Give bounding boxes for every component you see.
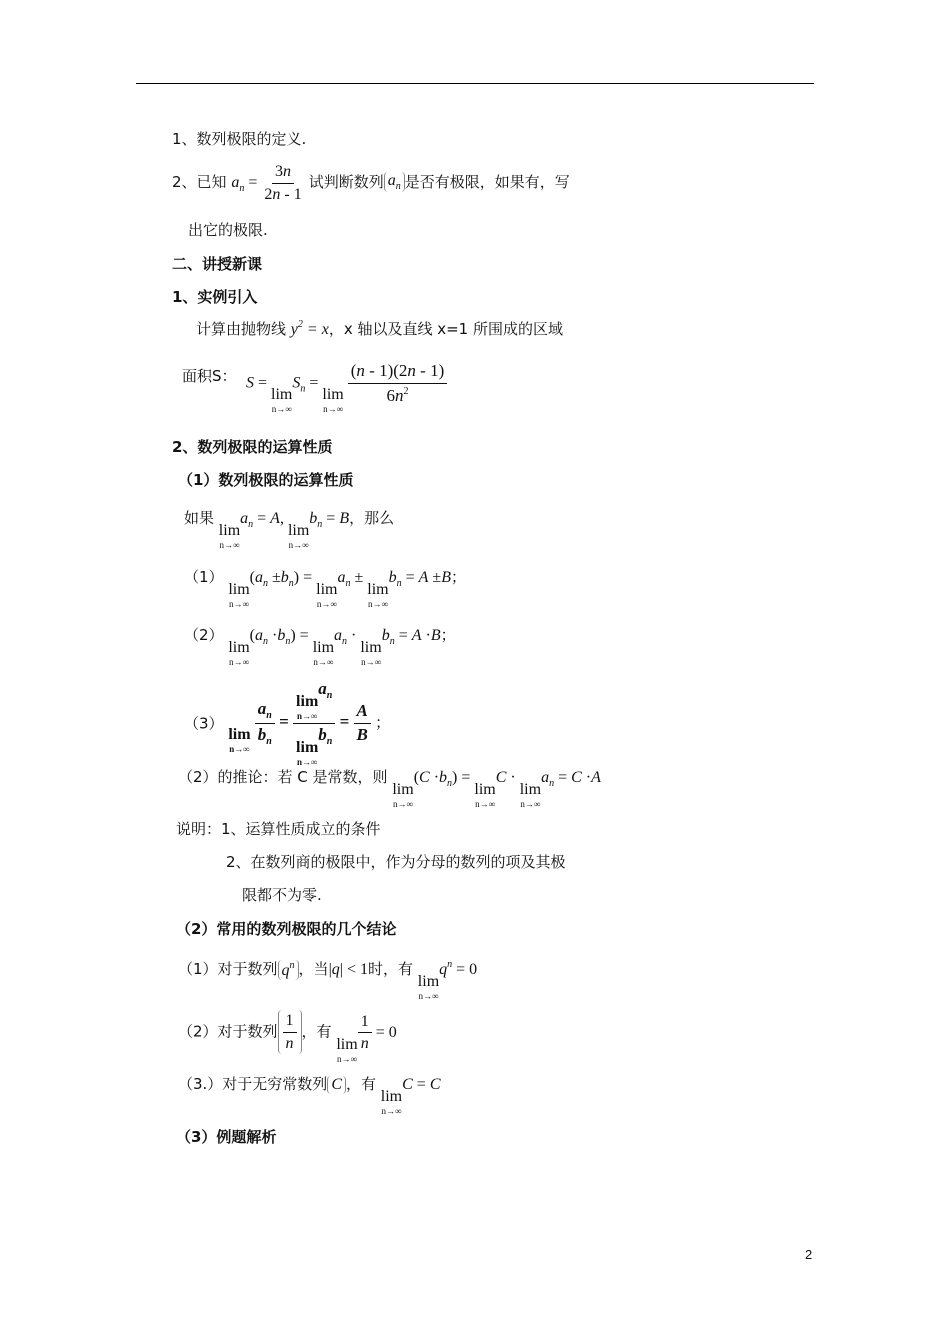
note-2: 2、在数列商的极限中，作为分母的数列的项及其极: [226, 853, 566, 871]
area-formula: S = lim n→∞ $S_n$ = lim n→∞ $\frac{(n - 1)(2n - 1)}{6n^2}$: [246, 362, 447, 414]
corollary: （2）的推论：若 C 是常数，则 lim n→∞ $(C \cdot b_n)$ = lim n→∞ C · lim n→∞ $a_n = C \cdot A$: [178, 768, 601, 809]
note-1: 说明：1、运算性质成立的条件: [176, 820, 381, 838]
page-number: 2: [805, 1247, 813, 1262]
item-2-cont: 出它的极限.: [188, 221, 268, 239]
conclusion-1: （1）对于数列 $q^n$ ，当|q| < 1时，有 lim n→∞ $q^n = 0$: [178, 959, 478, 1001]
item-2: 2、已知 $a_n$ = $\frac{3n}{2n - 1}$ 试判断数列 $a_n$ 是否有极限，如果有，写: [172, 163, 570, 203]
intro-line: 计算由抛物线 $y^2 = x$，x 轴以及直线 x=1 所围成的区域: [196, 319, 563, 338]
conclusion-2: （2）对于数列 $\frac{1}{n}$ ，有 lim n→∞ $\frac{1}{n}$ = 0: [178, 1012, 397, 1064]
item-1: 1、数列极限的定义.: [172, 130, 307, 148]
conclusion-3: （3.）对于无穷常数列 C ，有 lim n→∞ C = C: [178, 1075, 441, 1116]
if-line: 如果 lim n→∞ $a_n = A$, lim n→∞ $b_n = B$，那么: [184, 509, 395, 550]
header-rule: [136, 83, 814, 84]
property-3: （3） lim n→∞ $\frac{a_n}{b_n}$ = lim n→∞ $a_n$ lim n→∞ $b_n$ = $\frac{A}{B}$ ；: [184, 679, 391, 767]
sub-2-1-heading: （1）数列极限的运算性质: [178, 471, 354, 489]
sub-2-3-heading: （3）例题解析: [176, 1128, 277, 1146]
area-label: 面积S：: [182, 367, 237, 385]
sub-2-heading: 2、数列极限的运算性质: [172, 438, 333, 456]
note-2-cont: 限都不为零.: [242, 886, 322, 904]
sub-2-2-heading: （2）常用的数列极限的几个结论: [176, 920, 397, 938]
section-2-heading: 二、讲授新课: [172, 255, 263, 273]
sub-1-heading: 1、实例引入: [172, 288, 258, 306]
property-2: （2） lim n→∞ $(a_n \cdot b_n)$ = lim n→∞ $a_n$ · lim n→∞ $b_n = A \cdot B$；: [184, 626, 456, 667]
property-1: （1） lim n→∞ $(a_n \pm b_n)$ = lim n→∞ $a_n$ ± lim n→∞ $b_n = A \pm B$；: [184, 568, 466, 609]
